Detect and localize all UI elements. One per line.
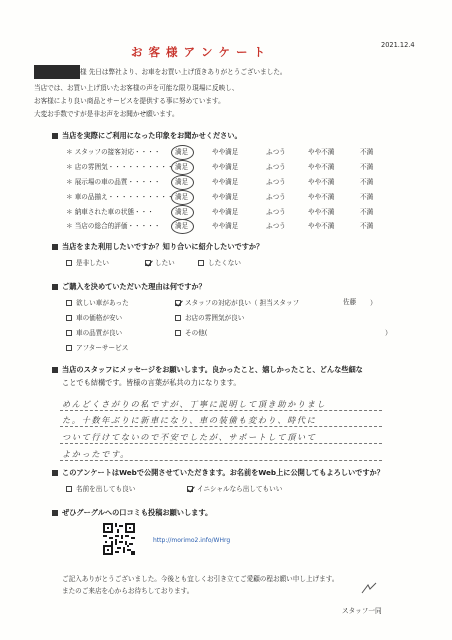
q3-staff-close: ）: [370, 299, 377, 307]
q3-heading: ご購入を決めていただいた理由は何ですか？: [52, 282, 206, 292]
q4-heading-line-1: 当店のスタッフにメッセージをお願いします。良かったこと、嬉しかったこと、どんな些細な: [52, 365, 363, 375]
checkbox-icon[interactable]: [66, 330, 72, 336]
q1-scale-option[interactable]: 不満: [360, 148, 374, 156]
q1-scale-option[interactable]: 満足: [175, 148, 189, 156]
square-bullet-icon: [52, 367, 58, 373]
q1-scale-option[interactable]: ふつう: [266, 193, 286, 201]
q1-scale-option[interactable]: 不満: [360, 222, 374, 230]
q1-scale-option[interactable]: 満足: [175, 193, 189, 201]
greeting-line-2: 当店では、お買い上げ頂いたお客様の声を可能な限り現場に反映し、: [34, 84, 239, 92]
q6-heading: ぜひグーグルへの口コミも投稿お願いします。: [52, 508, 212, 518]
selection-circle-icon: [171, 145, 194, 160]
q1-scale-option[interactable]: ふつう: [266, 163, 286, 171]
qr-code-icon[interactable]: [103, 523, 135, 555]
q1-scale-option[interactable]: 不満: [360, 178, 374, 186]
review-url-link[interactable]: http://morimo2.info/WHrg: [153, 537, 231, 544]
q1-row-selection: ＊ 車の品揃え・・・・・・・・・・: [66, 193, 174, 201]
q1-scale-option[interactable]: ふつう: [266, 178, 286, 186]
q1-scale-option[interactable]: 不満: [360, 163, 374, 171]
q3-option-after-service[interactable]: アフターサービス: [66, 344, 128, 353]
selection-circle-icon: [171, 190, 194, 205]
q3-option-other[interactable]: その他(: [175, 329, 207, 338]
q1-row-overall: ＊ 当店の総合的評価・・・・・: [66, 222, 161, 230]
checkbox-checked-icon[interactable]: [145, 260, 151, 266]
square-bullet-icon: [52, 244, 58, 250]
q1-scale-option[interactable]: 不満: [360, 208, 374, 216]
square-bullet-icon: [52, 470, 58, 476]
checkbox-icon[interactable]: [66, 260, 72, 266]
checkbox-icon[interactable]: [175, 315, 181, 321]
selection-circle-icon: [171, 219, 194, 234]
q1-row-quality: ＊ 展示場の車の品質・・・・・: [66, 178, 161, 186]
q1-scale-option[interactable]: 満足: [175, 163, 189, 171]
square-bullet-icon: [52, 284, 58, 290]
message-line-2: た。十数年ぶりに新車になり、車の装備も変わり、時代に: [62, 415, 317, 425]
q1-scale-option[interactable]: やや不満: [308, 222, 335, 230]
checkbox-icon[interactable]: [66, 315, 72, 321]
q1-scale-option[interactable]: やや不満: [308, 178, 335, 186]
q3-option-wanted-car[interactable]: 欲しい車があった: [66, 299, 129, 308]
q1-scale-option[interactable]: やや満足: [212, 208, 239, 216]
q1-scale-option[interactable]: 満足: [175, 208, 189, 216]
checkbox-icon[interactable]: [66, 300, 72, 306]
q5-heading: このアンケートはWebで公開させていただきます。お名前をWeb上に公開してもよろしいですか？: [52, 468, 384, 478]
q3-option-staff[interactable]: スタッフの対応が良い（ 担当スタッフ: [175, 299, 299, 308]
message-rule: [60, 460, 382, 461]
checkbox-icon[interactable]: [198, 260, 204, 266]
q1-scale-option[interactable]: ふつう: [266, 148, 286, 156]
q2-option-yes[interactable]: したい: [145, 259, 175, 268]
q1-scale-option[interactable]: 不満: [360, 193, 374, 201]
checkbox-checked-icon[interactable]: [175, 300, 181, 306]
q1-scale-option[interactable]: ふつう: [266, 208, 286, 216]
checkbox-icon[interactable]: [66, 486, 72, 492]
square-bullet-icon: [52, 510, 58, 516]
selection-circle-icon: [171, 160, 194, 175]
square-bullet-icon: [52, 133, 58, 139]
q3-option-atmosphere[interactable]: お店の雰囲気が良い: [175, 314, 244, 323]
message-line-3: ついて行けてないので不安でしたが、サポートして頂いて: [62, 432, 317, 442]
q1-scale-option[interactable]: やや満足: [212, 222, 239, 230]
q1-row-delivery: ＊ 納車された車の状態・・・: [66, 208, 154, 216]
message-line-1: めんどくさがりの私ですが、丁寧に説明して頂き助かりまし: [62, 399, 327, 409]
message-rule: [60, 426, 382, 427]
q3-option-quality[interactable]: 車の品質が良い: [66, 329, 122, 338]
message-line-4: よかったです。: [62, 449, 130, 459]
q5-option-name[interactable]: 名前を出しても良い: [66, 485, 135, 494]
q1-scale-option[interactable]: やや満足: [212, 193, 239, 201]
checkbox-icon[interactable]: [66, 345, 72, 351]
redacted-customer-name: [34, 65, 80, 79]
closing-line-2: またのご来店を心からお待ちしております。: [62, 587, 194, 595]
q1-scale-option[interactable]: やや満足: [212, 163, 239, 171]
q1-scale-option[interactable]: 満足: [175, 222, 189, 230]
pen-stroke-mark: [360, 582, 380, 596]
greeting-line-1: 様 先日は弊社より、お車をお買い上げ頂きありがとうございました。: [80, 68, 287, 76]
q1-row-staff: ＊ スタッフの接客対応・・・・: [66, 148, 161, 156]
checkbox-checked-icon[interactable]: [187, 486, 193, 492]
greeting-line-4: 大変お手数ですが是非お声をお聞かせ願います。: [34, 110, 179, 118]
survey-date: 2021.12.4: [381, 41, 415, 49]
q1-scale-option[interactable]: 満足: [175, 178, 189, 186]
q2-option-no[interactable]: したくない: [198, 259, 241, 268]
q1-heading: 当店を実際にご利用になった印象をお聞かせください。: [52, 131, 242, 141]
selection-circle-icon: [171, 175, 194, 190]
q2-option-definitely[interactable]: 是非したい: [66, 259, 109, 268]
q3-other-close: ）: [385, 329, 392, 337]
q3-option-price[interactable]: 車の価格が安い: [66, 314, 122, 323]
q1-row-atmosphere: ＊ 店の雰囲気・・・・・・・・・・: [66, 163, 174, 171]
q1-scale-option[interactable]: やや不満: [308, 193, 335, 201]
q1-scale-option[interactable]: やや満足: [212, 178, 239, 186]
q1-scale-option[interactable]: やや満足: [212, 148, 239, 156]
closing-line-1: ご記入ありがとうございました。今後とも宜しくお引き立てご愛顧の程お願い申し上げます。: [62, 575, 339, 583]
q1-scale-option[interactable]: やや不満: [308, 163, 335, 171]
q2-heading: 当店をまた利用したいですか？知り合いに紹介したいですか？: [52, 242, 263, 252]
checkbox-icon[interactable]: [175, 330, 181, 336]
q1-scale-option[interactable]: やや不満: [308, 148, 335, 156]
selection-circle-icon: [171, 205, 194, 220]
message-rule: [60, 443, 382, 444]
q3-staff-name: 佐藤: [343, 298, 357, 306]
message-rule: [60, 410, 382, 411]
greeting-line-3: お客様により良い商品とサービスを提供する事に努めています。: [34, 97, 225, 105]
q4-heading-line-2: ことでも結構です。皆様の言葉が私共の力になります。: [62, 378, 241, 387]
q1-scale-option[interactable]: やや不満: [308, 208, 335, 216]
survey-title: お 客 様 ア ン ケ ー ト: [131, 45, 267, 59]
q1-scale-option[interactable]: ふつう: [266, 222, 286, 230]
closing-signature: スタッフ一同: [342, 607, 382, 615]
q5-option-initials[interactable]: イニシャルなら出してもいい: [187, 485, 282, 494]
